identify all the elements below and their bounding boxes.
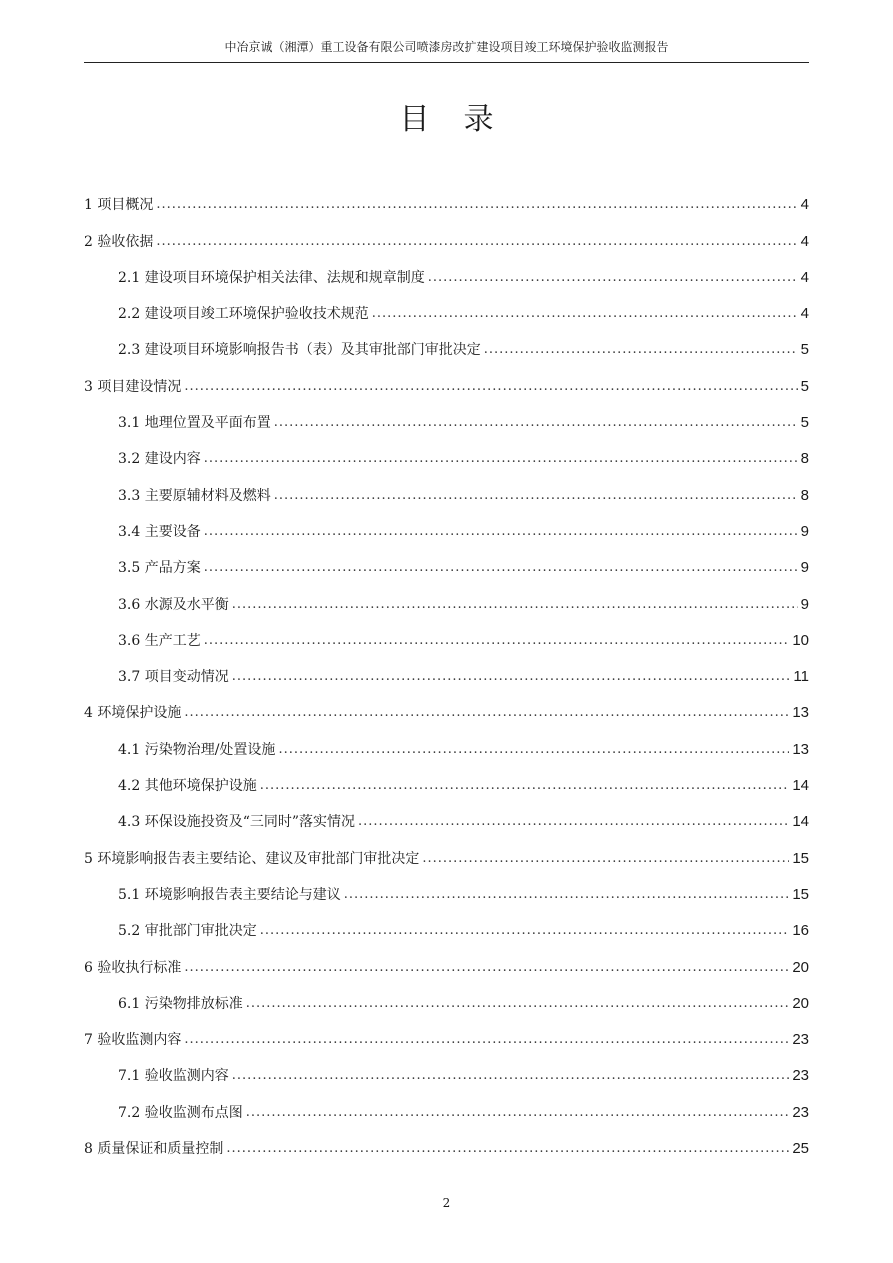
toc-dot-leader xyxy=(344,885,790,905)
toc-entry-label: 3.2 建设内容 xyxy=(118,451,201,468)
toc-entry[interactable] xyxy=(84,1050,809,1086)
toc-entry-label: 4.1 污染物治理/处置设施 xyxy=(118,741,276,758)
toc-entry-label: 2.1 建设项目环境保护相关法律、法规和规章制度 xyxy=(118,269,425,286)
toc-dot-leader xyxy=(204,522,798,542)
toc-dot-leader xyxy=(274,486,798,506)
toc-entry-page: 20 xyxy=(792,958,809,976)
toc-entry-label: 3 项目建设情况 xyxy=(84,378,182,395)
toc-dot-leader xyxy=(184,958,789,978)
toc-entry-page: 4 xyxy=(800,196,809,214)
toc-entry-page: 4 xyxy=(800,268,809,286)
toc-entry-label: 3.1 地理位置及平面布置 xyxy=(118,415,271,432)
toc-entry-label: 6 验收执行标准 xyxy=(84,959,182,976)
toc-dot-leader xyxy=(278,740,789,760)
toc-entry-label: 4.3 环保设施投资及“三同时”落实情况 xyxy=(118,814,356,831)
toc-entry[interactable] xyxy=(84,360,809,396)
toc-entry-page: 23 xyxy=(792,1103,809,1121)
toc-entry[interactable] xyxy=(84,978,809,1014)
toc-entry-page: 13 xyxy=(792,740,809,758)
toc-entry-label: 5 环境影响报告表主要结论、建议及审批部门审批决定 xyxy=(84,850,420,867)
toc-entry-label: 6.1 污染物排放标准 xyxy=(118,995,243,1012)
toc-entry[interactable] xyxy=(84,796,809,832)
toc-dot-leader xyxy=(260,776,790,796)
toc-entry[interactable] xyxy=(84,469,809,505)
toc-entry[interactable] xyxy=(84,179,809,215)
toc-entry[interactable] xyxy=(84,578,809,614)
toc-entry[interactable] xyxy=(84,723,809,759)
toc-dot-leader xyxy=(232,1066,790,1086)
toc-entry-page: 9 xyxy=(800,595,809,613)
toc-dot-leader xyxy=(274,413,798,433)
toc-entry[interactable] xyxy=(84,506,809,542)
toc-dot-leader xyxy=(204,558,798,578)
toc-dot-leader xyxy=(246,994,790,1014)
toc-entry[interactable] xyxy=(84,324,809,360)
toc-dot-leader xyxy=(184,1030,789,1050)
toc-entry-label: 3.5 产品方案 xyxy=(118,560,201,577)
toc-dot-leader xyxy=(156,195,797,215)
toc-entry-page: 4 xyxy=(800,305,809,323)
toc-entry-label: 5.1 环境影响报告表主要结论与建议 xyxy=(118,886,341,903)
toc-entry-label: 7 验收监测内容 xyxy=(84,1032,182,1049)
toc-entry-label: 2.2 建设项目竣工环境保护验收技术规范 xyxy=(118,306,369,323)
toc-heading: 目录 xyxy=(399,102,528,137)
toc-entry[interactable] xyxy=(84,433,809,469)
toc-dot-leader xyxy=(428,268,798,288)
toc-entry[interactable] xyxy=(84,1086,809,1122)
toc-entry-page: 15 xyxy=(792,849,809,867)
toc-dot-leader xyxy=(372,304,798,324)
toc-entry-page: 20 xyxy=(792,994,809,1012)
toc-entry-label: 4 环境保护设施 xyxy=(84,705,182,722)
toc-dot-leader xyxy=(204,449,798,469)
toc-dot-leader xyxy=(232,595,798,615)
toc-entry-page: 23 xyxy=(792,1031,809,1049)
toc-entry-label: 7.2 验收监测布点图 xyxy=(118,1104,243,1121)
toc-entry-label: 3.6 生产工艺 xyxy=(118,632,201,649)
toc-entry[interactable] xyxy=(84,215,809,251)
toc-entry-page: 5 xyxy=(800,414,809,432)
toc-entry-page: 8 xyxy=(800,486,809,504)
toc-entry-label: 2.3 建设项目环境影响报告书（表）及其审批部门审批决定 xyxy=(118,342,481,359)
toc-entry[interactable] xyxy=(84,615,809,651)
toc-entry-page: 16 xyxy=(792,922,809,940)
toc-entry-page: 8 xyxy=(800,450,809,468)
toc-entry[interactable] xyxy=(84,941,809,977)
toc-entry-label: 5.2 审批部门审批决定 xyxy=(118,923,257,940)
toc-entry-page: 14 xyxy=(792,813,809,831)
toc-entry-label: 8 质量保证和质量控制 xyxy=(84,1141,224,1158)
header-divider xyxy=(84,62,809,63)
toc-entry-page: 10 xyxy=(792,631,809,649)
toc-entry[interactable] xyxy=(84,1123,809,1159)
toc-dot-leader xyxy=(358,812,789,832)
toc-dot-leader xyxy=(484,340,798,360)
toc-entry[interactable] xyxy=(84,760,809,796)
toc-entry-page: 15 xyxy=(792,885,809,903)
toc-dot-leader xyxy=(232,667,791,687)
toc-entry[interactable] xyxy=(84,288,809,324)
toc-entry-page: 14 xyxy=(792,777,809,795)
toc-entry-page: 25 xyxy=(792,1140,809,1158)
toc-entry[interactable] xyxy=(84,651,809,687)
page-number: 2 xyxy=(442,1196,451,1210)
toc-dot-leader xyxy=(204,631,790,651)
toc-entry-label: 3.4 主要设备 xyxy=(118,523,201,540)
toc-entry-page: 13 xyxy=(792,704,809,722)
toc-entry-page: 9 xyxy=(800,559,809,577)
toc-entry-label: 2 验收依据 xyxy=(84,233,154,250)
toc-entry[interactable] xyxy=(84,542,809,578)
toc-entry-label: 3.7 项目变动情况 xyxy=(118,669,229,686)
toc-dot-leader xyxy=(226,1139,789,1159)
page-header: 中冶京诚（湘潭）重工设备有限公司喷漆房改扩建设项目竣工环境保护验收监测报告 xyxy=(224,40,669,54)
toc-entry-label: 4.2 其他环境保护设施 xyxy=(118,778,257,795)
toc-entry-page: 23 xyxy=(792,1067,809,1085)
toc-entry-label: 1 项目概况 xyxy=(84,197,154,214)
toc-dot-leader xyxy=(184,377,797,397)
toc-entry[interactable] xyxy=(84,869,809,905)
toc-entry[interactable] xyxy=(84,397,809,433)
toc-entry-page: 5 xyxy=(800,377,809,395)
toc-dot-leader xyxy=(184,703,789,723)
toc-entry[interactable] xyxy=(84,252,809,288)
toc-entry[interactable] xyxy=(84,905,809,941)
toc-entry-page: 11 xyxy=(793,668,809,686)
toc-dot-leader xyxy=(260,921,790,941)
toc-entry[interactable] xyxy=(84,687,809,723)
toc-entry-page: 5 xyxy=(800,341,809,359)
toc-entry-page: 9 xyxy=(800,522,809,540)
toc-entry-label: 3.3 主要原辅材料及燃料 xyxy=(118,487,271,504)
toc-dot-leader xyxy=(422,849,789,869)
toc-entry[interactable] xyxy=(84,1014,809,1050)
toc-dot-leader xyxy=(156,232,797,252)
toc-entry-label: 3.6 水源及水平衡 xyxy=(118,596,229,613)
toc-entry-label: 7.1 验收监测内容 xyxy=(118,1068,229,1085)
table-of-contents xyxy=(84,179,809,1159)
toc-entry-page: 4 xyxy=(800,232,809,250)
toc-dot-leader xyxy=(246,1103,790,1123)
toc-entry[interactable] xyxy=(84,832,809,868)
